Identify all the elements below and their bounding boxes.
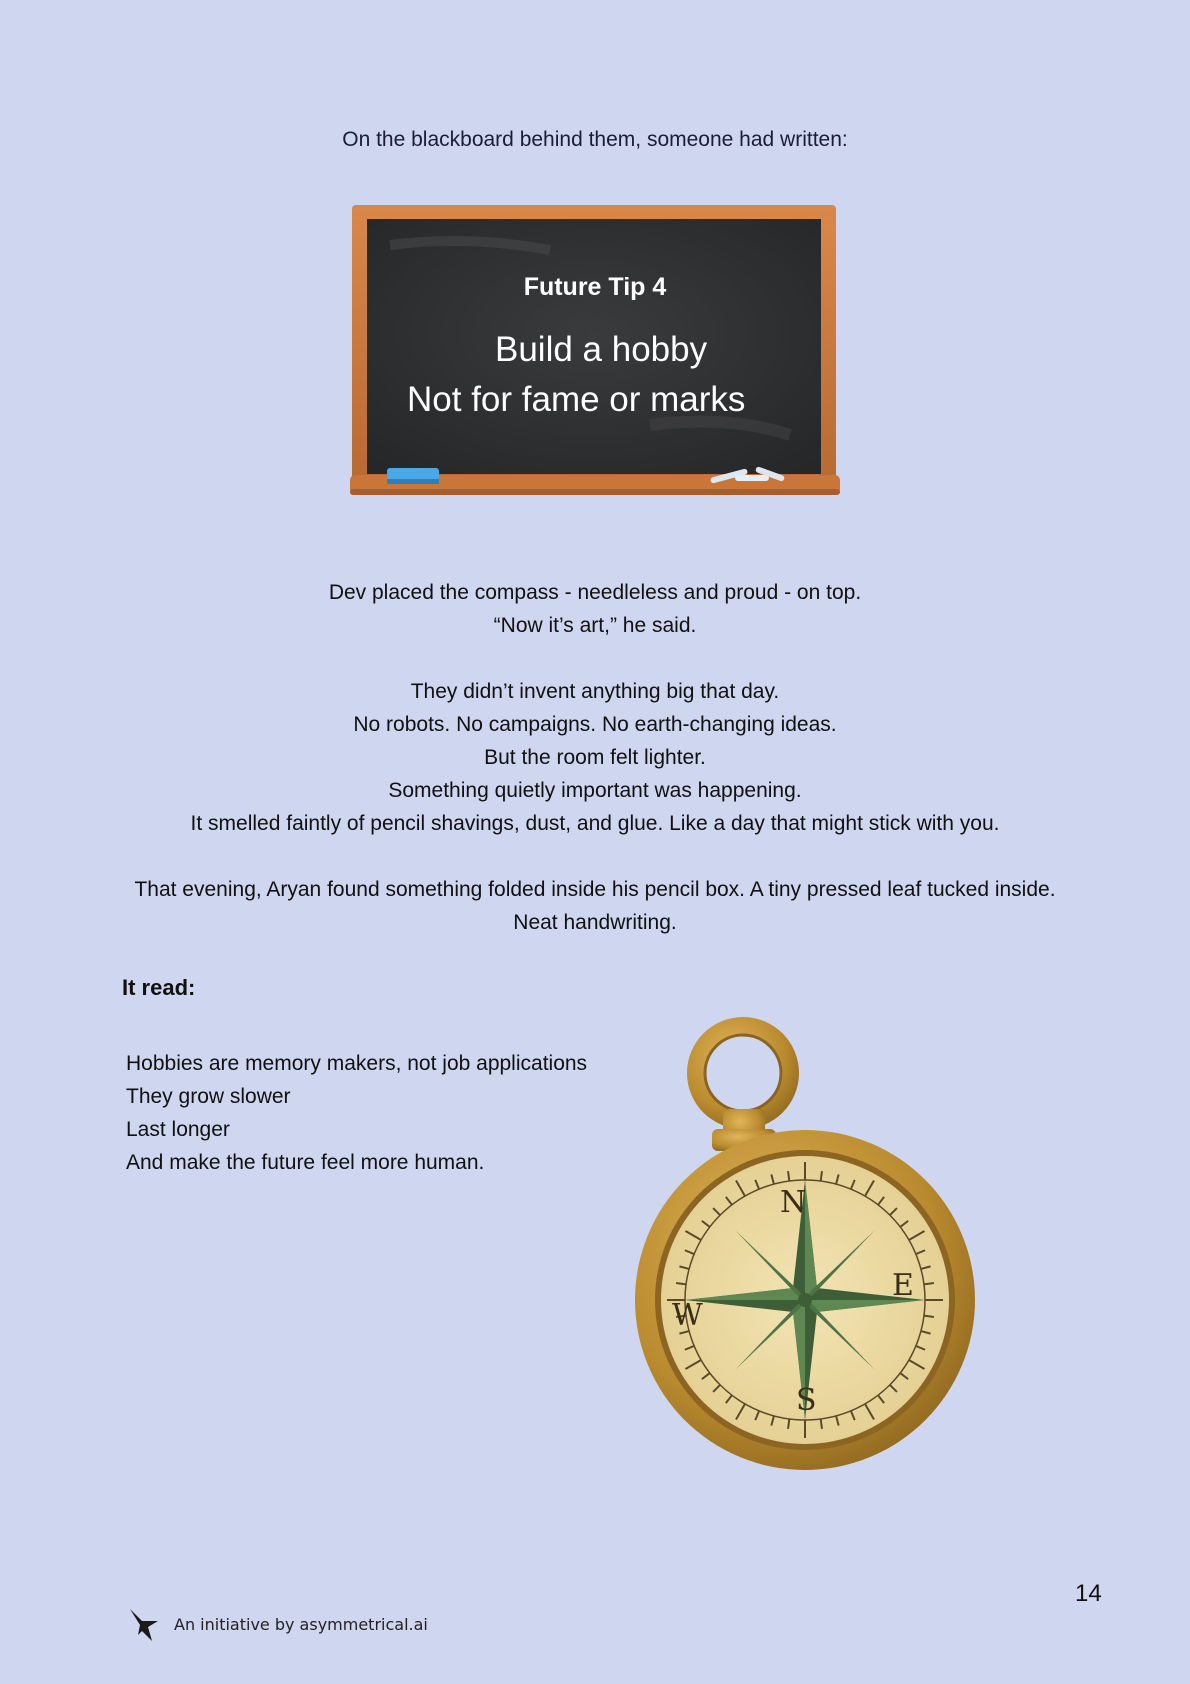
compass-tick [788, 1419, 789, 1429]
blackboard-title: Future Tip 4 [523, 273, 667, 301]
compass-n: N [780, 1185, 807, 1220]
blackboard-illustration [350, 205, 840, 501]
blackboard-line-2: Not for fame or marks [407, 380, 746, 419]
text-line: It smelled faintly of pencil shavings, dust, and glue. Like a day that might stick with you. [190, 812, 1000, 835]
note-text [126, 1047, 587, 1179]
note-line: They grow slower [126, 1085, 291, 1108]
text-line: That evening, Aryan found something folded inside his pencil box. A tiny pressed leaf tucked inside. Neat handwriting. [134, 878, 1056, 934]
paragraph-compass [0, 576, 1190, 642]
note-heading: It read: [122, 975, 196, 1000]
text-line: They didn’t invent anything big that day. [410, 680, 780, 703]
note-line: And make the future feel more human. [126, 1151, 485, 1174]
compass-icon [630, 1015, 975, 1475]
note-line: Last longer [126, 1118, 230, 1141]
compass-tick [924, 1316, 934, 1317]
text-line: No robots. No campaigns. No earth-changing ideas. [353, 713, 837, 736]
compass-tick [821, 1419, 822, 1429]
footer [128, 1605, 428, 1643]
text-line: But the room felt lighter. [484, 746, 706, 769]
compass-w: W [672, 1298, 703, 1333]
note-line: Hobbies are memory makers, not job applications [126, 1052, 588, 1075]
text-line: Dev placed the compass - needleless and proud - on top. [328, 581, 862, 604]
page-number: 14 [1075, 1580, 1102, 1607]
paragraph-evening [120, 873, 1070, 939]
compass-illustration [630, 1015, 975, 1475]
text-line: Something quietly important was happening. [388, 779, 802, 802]
text-line: “Now it’s art,” he said. [493, 614, 697, 637]
compass-tick [821, 1171, 822, 1181]
compass-e: E [892, 1268, 914, 1303]
compass-tick [924, 1283, 934, 1284]
blackboard-line-1: Build a hobby [495, 330, 708, 369]
compass-tick [788, 1171, 789, 1181]
compass-tick [676, 1283, 686, 1284]
intro-text: On the blackboard behind them, someone had written: [342, 128, 848, 151]
bird-logo-icon [128, 1605, 162, 1643]
paragraph-day [0, 675, 1190, 840]
footer-text: An initiative by asymmetrical.ai [174, 1614, 428, 1634]
compass-s: S [796, 1383, 817, 1418]
